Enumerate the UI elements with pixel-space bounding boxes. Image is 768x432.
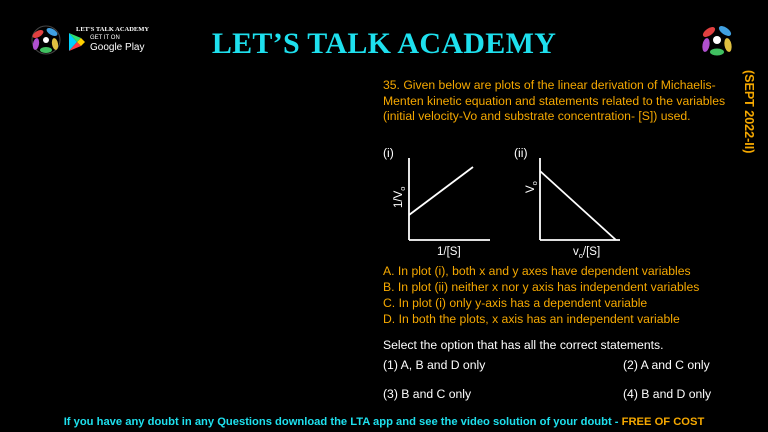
plot-i-x-label: 1/[S] (437, 246, 461, 258)
statement-a: A. In plot (i), both x and y axes have dependent variables (383, 264, 691, 278)
statement-b: B. In plot (ii) neither x nor y axis has independent variables (383, 280, 700, 294)
plot-i-line (409, 167, 473, 215)
exam-session-tag: (SEPT 2022-II) (742, 70, 756, 154)
badge-academy-text: LET'S TALK ACADEMY (76, 26, 150, 33)
option-2[interactable]: (2) A and C only (623, 358, 710, 372)
question-text: 35. Given below are plots of the linear derivation of Michaelis-Menten kinetic equation and statements related to the variables (initial velocity-Vo and substrate concentration- [S]) used. (383, 78, 726, 123)
badge-store-name: Google Play (90, 42, 145, 53)
footer-banner (0, 416, 768, 428)
statement-d: D. In both the plots, x axis has an independent variable (383, 312, 680, 326)
plot-label-i: (i) (383, 146, 394, 160)
statement-c: C. In plot (i) only y-axis has a dependent variable (383, 296, 648, 310)
badge-get-it-on: GET IT ON (90, 35, 120, 41)
footer-highlight: FREE OF COST (621, 416, 705, 428)
plot-ii-x-label: $v_o/[S]$ (573, 246, 601, 260)
question-prompt: Select the option that has all the correct statements. (383, 338, 664, 352)
plot-ii (520, 158, 628, 260)
footer-text: If you have any doubt in any Questions download the LTA app and see the video solution of your doubt - (63, 416, 622, 428)
page-title: LET’S TALK ACADEMY (211, 27, 557, 60)
academy-logo-right (697, 20, 737, 60)
option-4[interactable]: (4) B and D only (623, 387, 712, 401)
plot-label-ii: (ii) (514, 146, 528, 160)
plot-ii-y-label: $V_o$ (525, 181, 539, 193)
plot-i-y-label: $1/V_o$ (393, 186, 407, 208)
plot-i (388, 158, 496, 260)
option-1[interactable]: (1) A, B and D only (383, 358, 486, 372)
option-3[interactable]: (3) B and C only (383, 387, 472, 401)
plot-ii-line (540, 171, 616, 240)
